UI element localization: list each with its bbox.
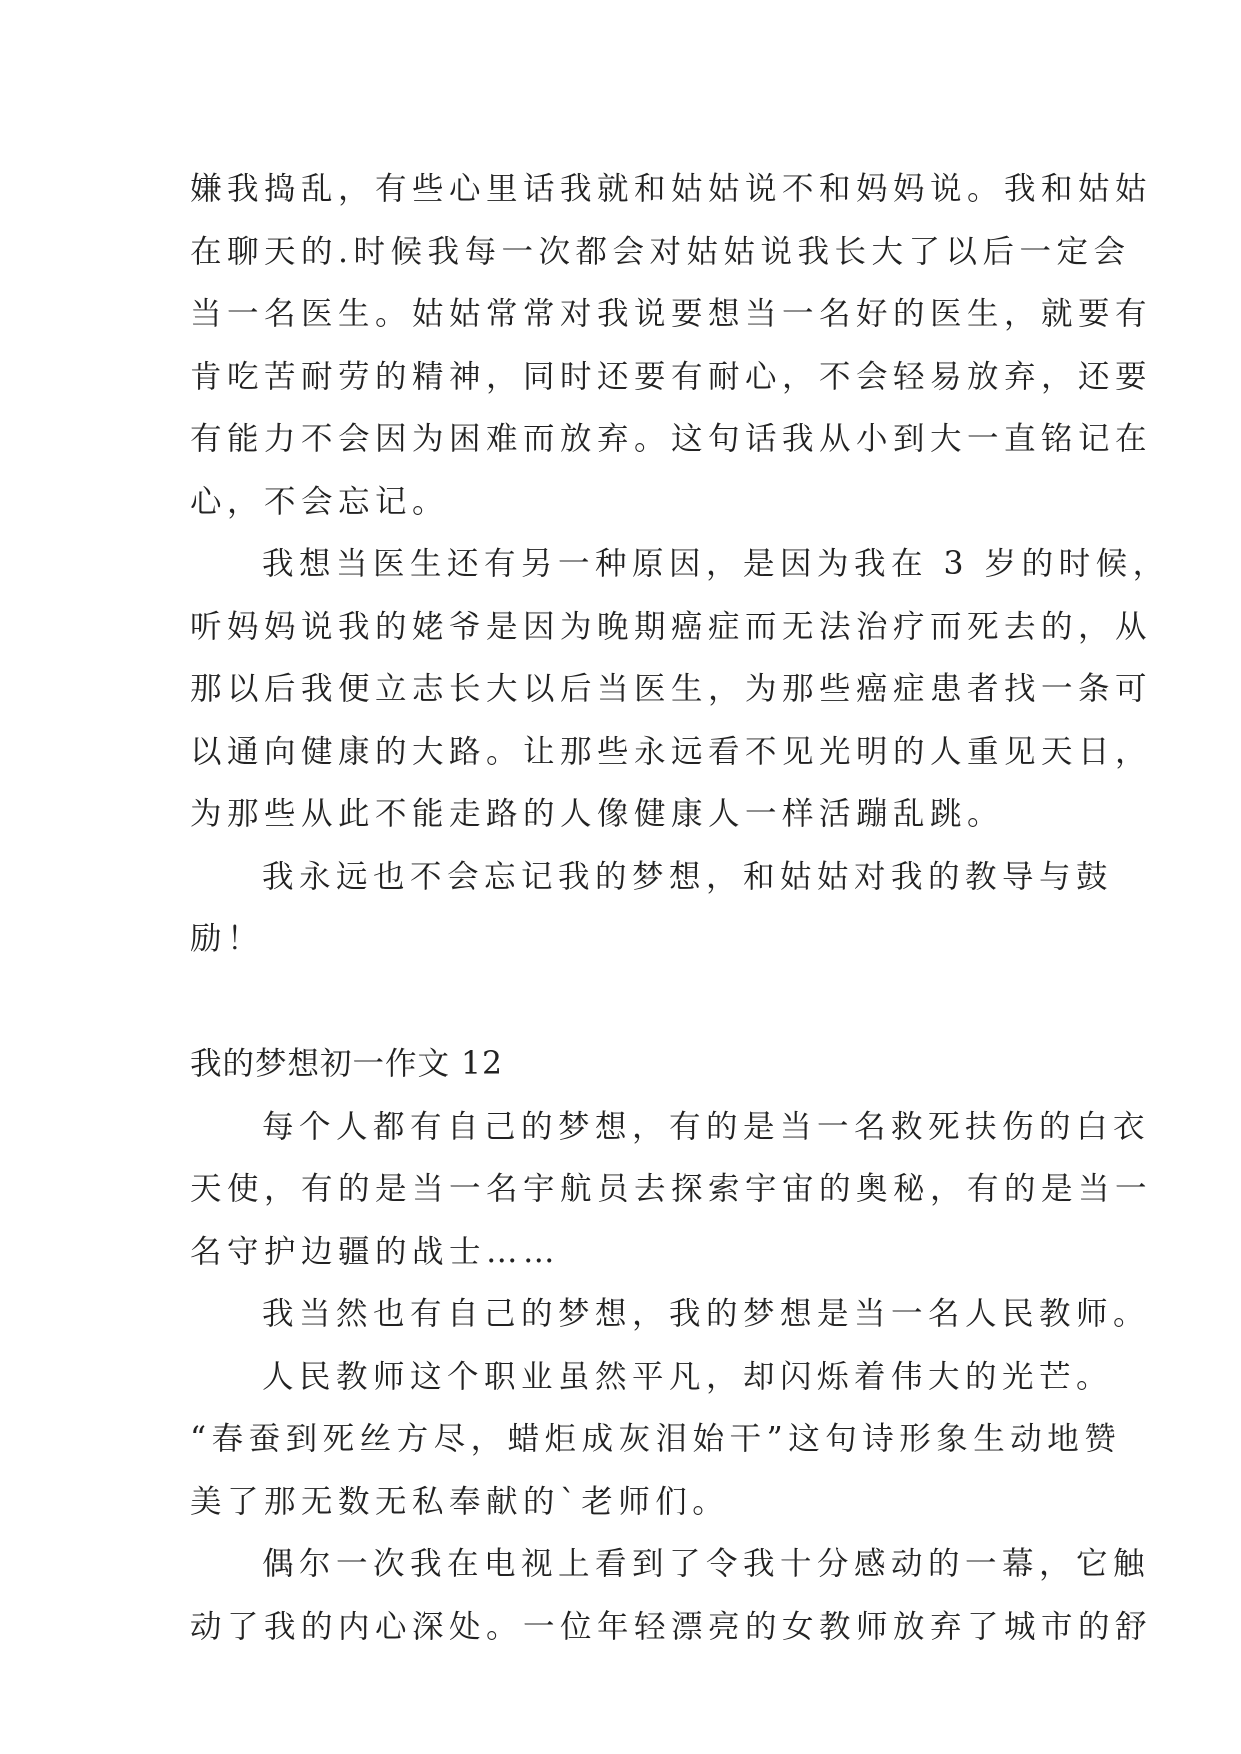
paragraph-dreams-intro	[190, 1096, 1153, 1284]
text-line: 那以后我便立志长大以后当医生，为那些癌症患者找一条可	[190, 671, 1153, 707]
text-line: 听妈妈说我的姥爷是因为晚期癌症而无法治疗而死去的，从	[190, 608, 1153, 645]
text-line: 我想当医生还有另一种原因，是因为我在 3 岁的时候，	[262, 546, 1170, 582]
paragraph-teacher	[190, 1346, 1122, 1534]
paragraph-conclusion	[190, 846, 1114, 971]
paragraph-continuation	[190, 158, 1153, 533]
paragraph-my-dream	[190, 1283, 1151, 1346]
text-line: 人民教师这个职业虽然平凡，却闪烁着伟大的光芒。	[262, 1358, 1114, 1395]
text-line: 名守护边疆的战士……	[190, 1233, 561, 1270]
text-line: 我当然也有自己的梦想，我的梦想是当一名人民教师。	[262, 1296, 1151, 1332]
document-body	[190, 158, 1170, 1658]
text-line: 为那些从此不能走路的人像健康人一样活蹦乱跳。	[190, 796, 1005, 832]
text-line: 有能力不会因为困难而放弃。这句话我从小到大一直铭记在	[190, 421, 1153, 457]
text-line: 动了我的内心深处。一位年轻漂亮的女教师放弃了城市的舒	[190, 1608, 1153, 1645]
text-line: “春蚕到死丝方尽，蜡炬成灰泪始干”这句诗形象生动地赞	[190, 1421, 1122, 1457]
text-line: 每个人都有自己的梦想，有的是当一名救死扶伤的白衣	[262, 1108, 1151, 1145]
text-line: 美了那无数无私奉献的`老师们。	[190, 1483, 730, 1520]
essay-title: 我的梦想初一作文 12	[190, 1046, 504, 1082]
text-line: 心，不会忘记。	[190, 483, 450, 520]
paragraph-tv-story	[190, 1533, 1153, 1658]
text-line: 当一名医生。姑姑常常对我说要想当一名好的医生，就要有	[190, 296, 1153, 332]
paragraph-reason	[190, 533, 1170, 846]
text-line: 在聊天的.时候我每一次都会对姑姑说我长大了以后一定会	[190, 233, 1131, 270]
text-line: 天使，有的是当一名宇航员去探索宇宙的奥秘，有的是当一	[190, 1171, 1153, 1207]
text-line: 我永远也不会忘记我的梦想，和姑姑对我的教导与鼓	[262, 858, 1114, 895]
paragraph-gap	[190, 971, 1050, 1034]
text-line: 嫌我捣乱，有些心里话我就和姑姑说不和妈妈说。我和姑姑	[190, 171, 1153, 207]
text-line: 肯吃苦耐劳的精神，同时还要有耐心，不会轻易放弃，还要	[190, 358, 1153, 395]
text-line: 励！	[190, 921, 265, 957]
text-line: 偶尔一次我在电视上看到了令我十分感动的一幕，它触	[262, 1546, 1151, 1582]
text-line: 以通向健康的大路。让那些永远看不见光明的人重见天日，	[190, 733, 1153, 770]
